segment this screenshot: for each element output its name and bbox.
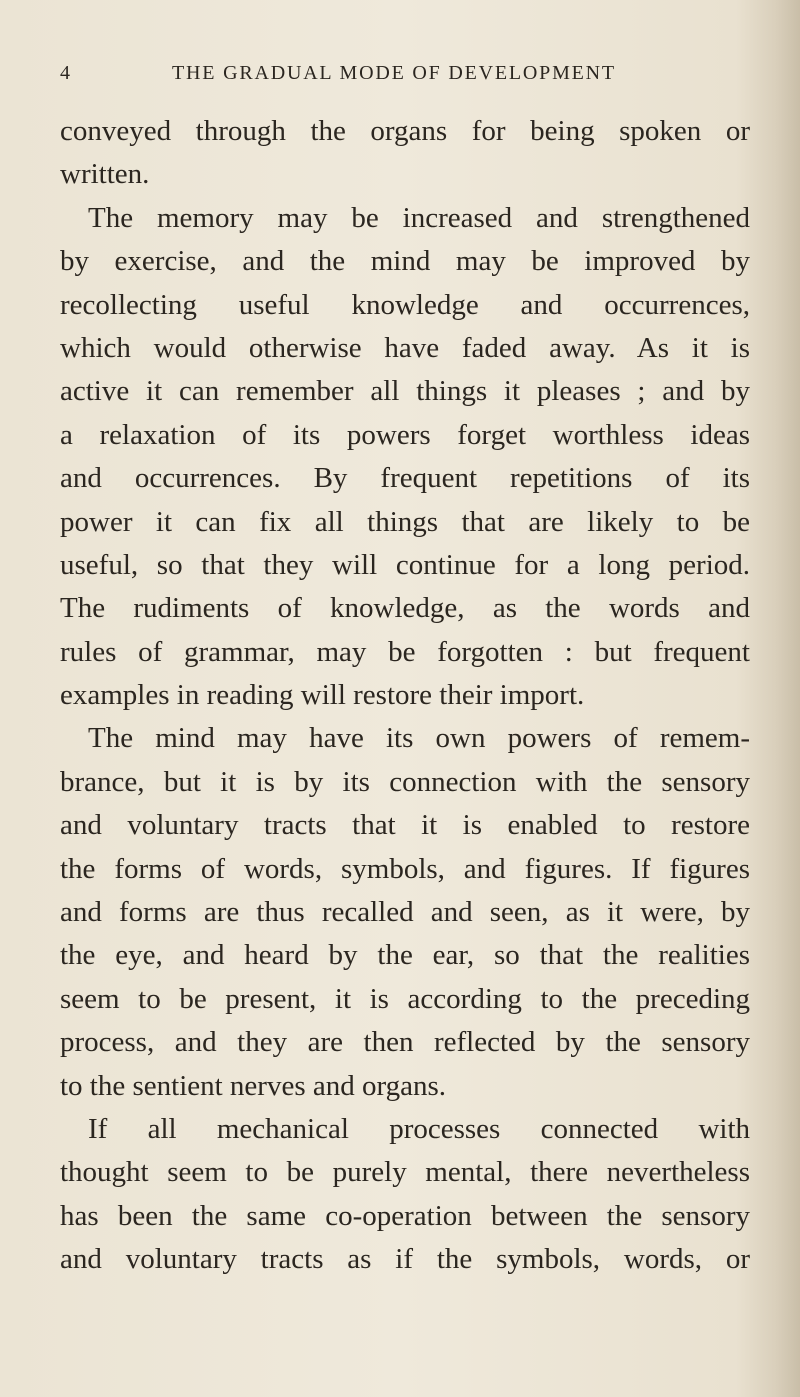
text-line: process, and they are then reflected by the sensory: [60, 1026, 750, 1059]
text-line: and voluntary tracts that it is enabled to restore: [60, 809, 750, 842]
text-line: a relaxation of its powers forget worthless ideas: [60, 418, 750, 451]
text-line: The memory may be increased and strengthened: [88, 201, 750, 234]
text-line: useful, so that they will continue for a long period.: [60, 548, 750, 581]
text-line: rules of grammar, may be forgotten : but frequent: [60, 635, 750, 668]
text-line: active it can remember all things it pleases ; and by: [60, 375, 750, 408]
text-line: the eye, and heard by the ear, so that the realities: [60, 939, 750, 972]
text-line: The rudiments of knowledge, as the words and: [60, 592, 750, 625]
text-line: conveyed through the organs for being spoken or: [60, 115, 750, 147]
text-line: to the sentient nerves and organs.: [60, 1069, 447, 1102]
text-line: If all mechanical processes connected with: [88, 1112, 750, 1145]
text-line: seem to be present, it is according to the preceding: [60, 982, 750, 1015]
text-line: and forms are thus recalled and seen, as it were, by: [60, 896, 750, 929]
running-head: [60, 62, 760, 92]
text-line: which would otherwise have faded away. As it is: [60, 331, 750, 364]
text-line: written.: [60, 158, 150, 191]
text-line: examples in reading will restore their import.: [60, 679, 585, 712]
running-title: THE GRADUAL MODE OF DEVELOPMENT: [172, 62, 616, 84]
text-line: thought seem to be purely mental, there nevertheless: [60, 1156, 750, 1189]
text-line: by exercise, and the mind may be improved by: [60, 245, 750, 278]
text-line: the forms of words, symbols, and figures. If figures: [60, 852, 750, 885]
text-line: The mind may have its own powers of remem-: [88, 722, 750, 755]
text-line: power it can fix all things that are likely to be: [60, 505, 750, 538]
page-number: 4: [60, 62, 71, 84]
text-line: and occurrences. By frequent repetitions of its: [60, 462, 750, 495]
text-line: and voluntary tracts as if the symbols, words, or: [60, 1243, 750, 1276]
text-line: recollecting useful knowledge and occurrences,: [60, 288, 750, 321]
text-line: brance, but it is by its connection with the sensory: [60, 765, 750, 798]
text-line: has been the same co-operation between the sensory: [60, 1199, 750, 1232]
body-text: [60, 110, 750, 1282]
